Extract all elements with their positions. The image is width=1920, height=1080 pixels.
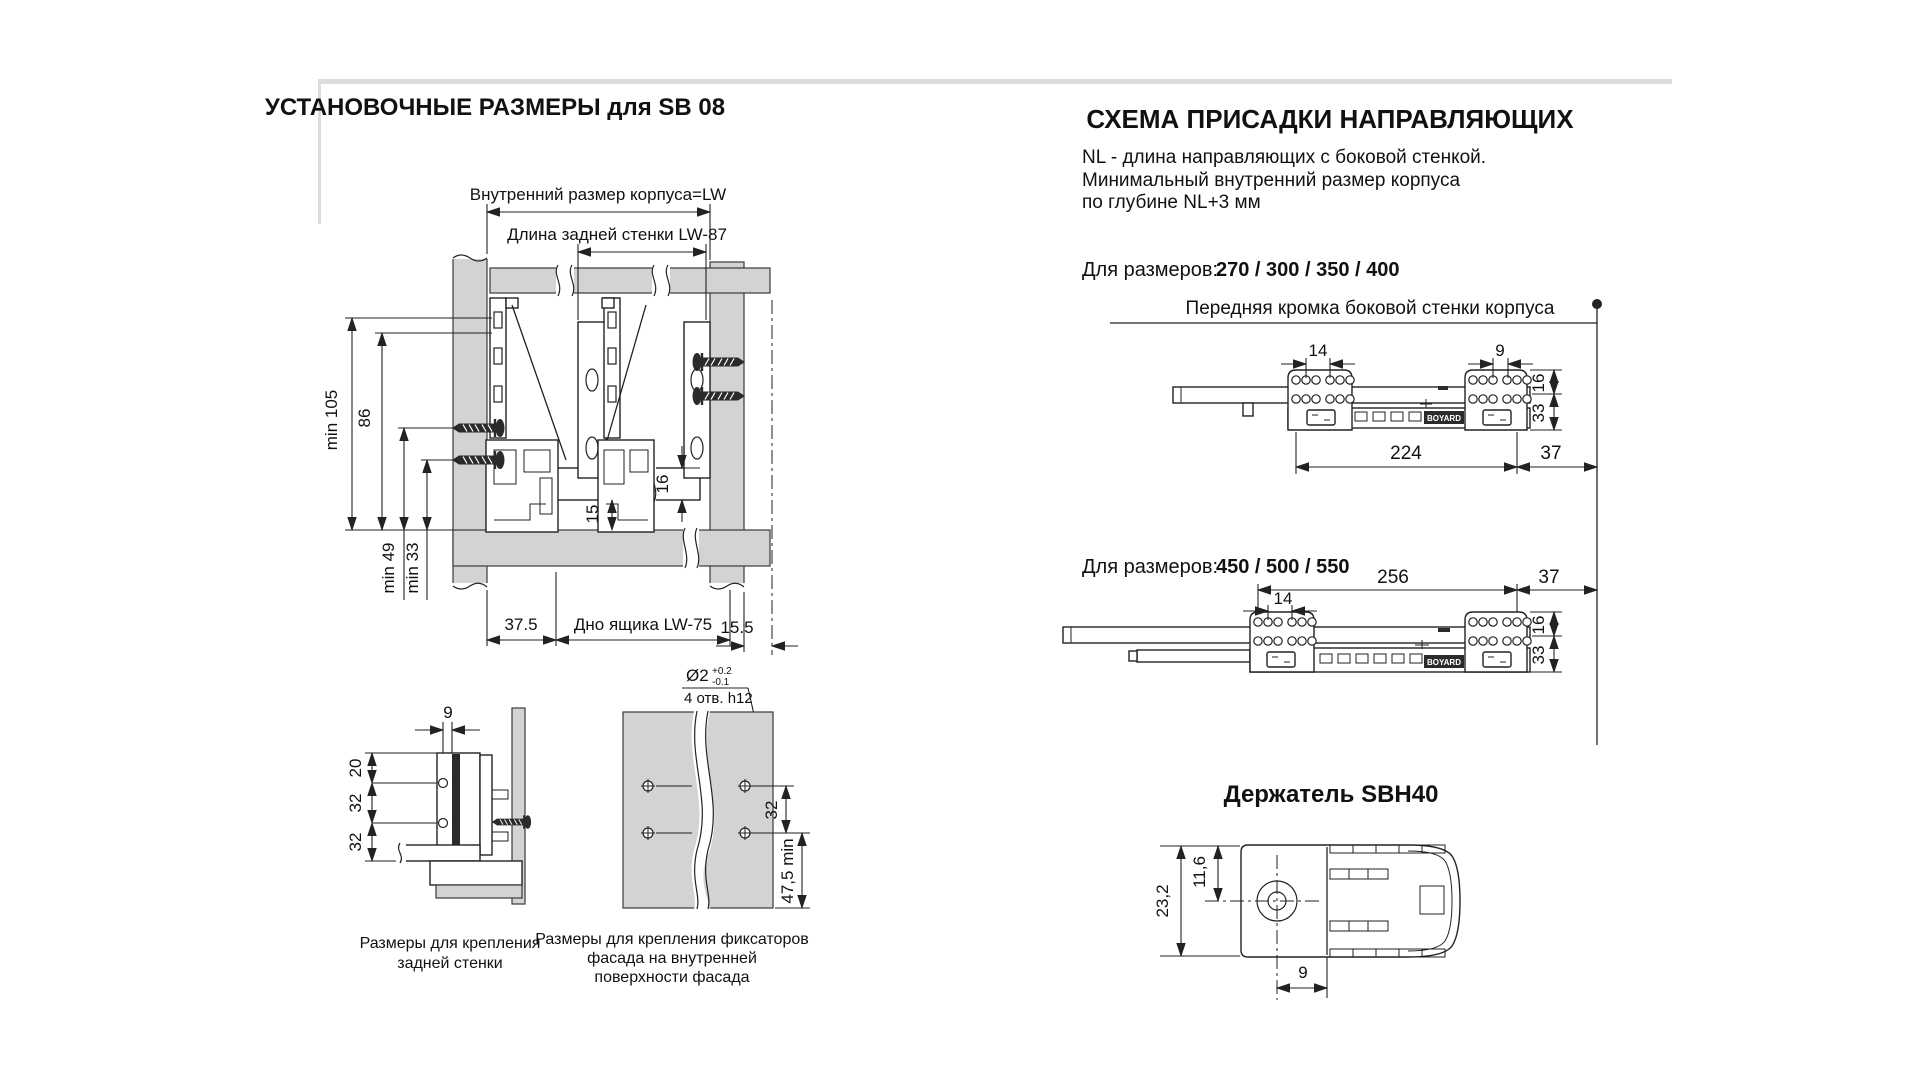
dim-label-15-5: 15.5 <box>720 618 754 637</box>
dim-label-16b: 16 <box>1529 615 1548 635</box>
mount-hole <box>1274 637 1282 645</box>
mount-hole <box>1254 637 1262 645</box>
dim-label-back-wall-length: Длина задней стенки LW-87 <box>507 225 727 244</box>
mount-hole <box>1308 637 1316 645</box>
drawer-bottom-edge <box>400 845 480 861</box>
left-title: УСТАНОВОЧНЫЕ РАЗМЕРЫ для SB 08 <box>264 94 726 121</box>
dim-label-86: 86 <box>355 408 374 428</box>
lower-profile-base <box>436 885 522 898</box>
fixing-hole <box>439 779 448 788</box>
latch-left <box>1267 652 1295 667</box>
dim-label-37-5: 37.5 <box>504 615 538 634</box>
mount-hole <box>1489 395 1497 403</box>
mount-hole <box>1312 376 1320 384</box>
rail-diagram-1 <box>1173 341 1597 474</box>
mount-hole <box>1479 618 1487 626</box>
mount-hole <box>1503 637 1511 645</box>
dim-label-15: 15 <box>583 504 602 524</box>
mount-hole <box>1513 618 1521 626</box>
mount-hole <box>1513 395 1521 403</box>
dim-label-inner-width: Внутренний размер корпуса=LW <box>469 185 727 204</box>
mount-hole <box>1469 618 1477 626</box>
latch-right <box>1483 410 1511 425</box>
dim-label-20: 20 <box>346 758 365 778</box>
mount-hole <box>1513 376 1521 384</box>
caption-back-wall-2: задней стенки <box>397 955 503 972</box>
left-sheet <box>265 94 810 986</box>
dim-label-9: 9 <box>1495 341 1505 360</box>
note-line-1: NL - длина направляющих с боковой стенкой. <box>1082 147 1487 168</box>
dim-label-14b: 14 <box>1273 589 1293 608</box>
mount-hole <box>1302 395 1310 403</box>
dim-label-47-5: 47,5 min <box>778 838 797 904</box>
dim-label-33: 33 <box>1529 403 1548 423</box>
sizes-label-1: Для размеров: <box>1082 259 1219 281</box>
mount-hole <box>1288 637 1296 645</box>
dim-label-drawer-bottom: Дно ящика LW-75 <box>573 615 713 634</box>
marker-dash <box>1438 386 1448 390</box>
dim-label-min49: min 49 <box>379 542 398 594</box>
dim-label-37: 37 <box>1540 443 1562 464</box>
mount-hole <box>1489 637 1497 645</box>
rail-inner-tip <box>1129 651 1137 661</box>
dim-label-32: 32 <box>346 793 365 813</box>
dim-label-11-6: 11,6 <box>1190 856 1209 888</box>
mount-hole <box>1503 395 1511 403</box>
mount-hole <box>1308 618 1316 626</box>
dim-label-256: 256 <box>1377 567 1409 588</box>
dim-label-23-2: 23,2 <box>1153 884 1172 918</box>
latch-right <box>1483 652 1511 667</box>
holder-diagram <box>1153 781 1460 1000</box>
mount-hole <box>1346 395 1354 403</box>
caption-back-wall-1: Размеры для крепления <box>359 935 541 952</box>
fixing-hole <box>439 819 448 828</box>
holes-count-label: 4 отв. h12 <box>684 690 753 707</box>
mount-hole <box>1489 618 1497 626</box>
right-title: СХЕМА ПРИСАДКИ НАПРАВЛЯЮЩИХ <box>1086 104 1574 134</box>
cabinet-bottom-panel <box>453 530 770 566</box>
mount-hole <box>1523 637 1531 645</box>
mount-hole <box>1469 395 1477 403</box>
detail-back-wall <box>346 703 540 972</box>
dim-label-9: 9 <box>443 703 453 722</box>
main-section-diagram <box>322 185 798 655</box>
sizes-label-2: Для размеров: <box>1082 556 1219 578</box>
dim-label-min33: min 33 <box>403 542 422 594</box>
slide-profile-left <box>486 298 566 532</box>
mount-hole <box>1469 376 1477 384</box>
dim-label-37b: 37 <box>1538 567 1560 588</box>
right-sheet <box>1063 104 1602 1000</box>
dim-label-32b: 32 <box>346 832 365 852</box>
dim-label-9-holder: 9 <box>1298 963 1308 982</box>
rail-inner-bar <box>1137 650 1250 662</box>
mount-hole <box>1336 376 1344 384</box>
mount-hole <box>1254 618 1262 626</box>
dim-label-33b: 33 <box>1529 645 1548 665</box>
caption-fixators-2: фасада на внутренней <box>587 950 757 967</box>
mount-hole <box>1523 395 1531 403</box>
detail-facade-fixators <box>535 666 810 986</box>
sizes-values-2: 450 / 500 / 550 <box>1216 556 1350 578</box>
dim-label-16: 16 <box>653 474 672 494</box>
mount-hole <box>1503 618 1511 626</box>
mount-hole <box>1264 637 1272 645</box>
cabinet-top-rail <box>490 268 770 293</box>
mount-hole <box>1312 395 1320 403</box>
caption-fixators-1: Размеры для крепления фиксаторов <box>535 931 809 948</box>
mount-hole <box>1479 376 1487 384</box>
front-edge-label: Передняя кромка боковой стенки корпуса <box>1185 298 1555 319</box>
holder-title: Держатель SBH40 <box>1223 781 1439 808</box>
tolerance-minus: -0.1 <box>712 677 730 688</box>
mount-hole <box>1274 618 1282 626</box>
mount-hole <box>1479 637 1487 645</box>
mount-hole <box>1292 395 1300 403</box>
back-wall-edge <box>452 754 460 849</box>
dim-label-16: 16 <box>1529 373 1548 393</box>
mount-hole <box>1298 618 1306 626</box>
tolerance-plus: +0.2 <box>712 666 732 677</box>
mount-hole <box>1292 376 1300 384</box>
mount-hole <box>1346 376 1354 384</box>
mount-hole <box>1469 637 1477 645</box>
dim-label-32-facade: 32 <box>762 800 781 820</box>
mount-hole <box>1513 637 1521 645</box>
dim-label-224: 224 <box>1390 443 1422 464</box>
brand-logo: BOYARD <box>1427 658 1461 667</box>
mount-hole <box>1298 637 1306 645</box>
marker-dash <box>1438 628 1450 632</box>
mount-hole <box>1336 395 1344 403</box>
dim-label-14: 14 <box>1308 341 1328 360</box>
rail-hook <box>1243 403 1253 416</box>
oval-hole <box>586 437 598 459</box>
rail-diagram-2 <box>1063 567 1597 672</box>
mount-hole <box>1326 395 1334 403</box>
oval-hole <box>586 369 598 391</box>
note-line-2: Минимальный внутренний размер корпуса <box>1082 170 1461 191</box>
mount-hole <box>1503 376 1511 384</box>
dim-label-min105: min 105 <box>322 389 341 451</box>
note-line-3: по глубине NL+3 мм <box>1082 192 1261 213</box>
sizes-values-1: 270 / 300 / 350 / 400 <box>1216 259 1400 281</box>
lower-profile <box>430 861 522 885</box>
bracket-profile <box>480 755 492 855</box>
slide-profile-right <box>598 298 654 532</box>
latch-left <box>1307 410 1335 425</box>
oval-hole <box>691 437 703 459</box>
mount-hole <box>1479 395 1487 403</box>
brand-logo: BOYARD <box>1427 414 1461 423</box>
caption-fixators-3: поверхности фасада <box>594 969 750 986</box>
hole-diameter-label: Ø2 <box>686 666 709 685</box>
